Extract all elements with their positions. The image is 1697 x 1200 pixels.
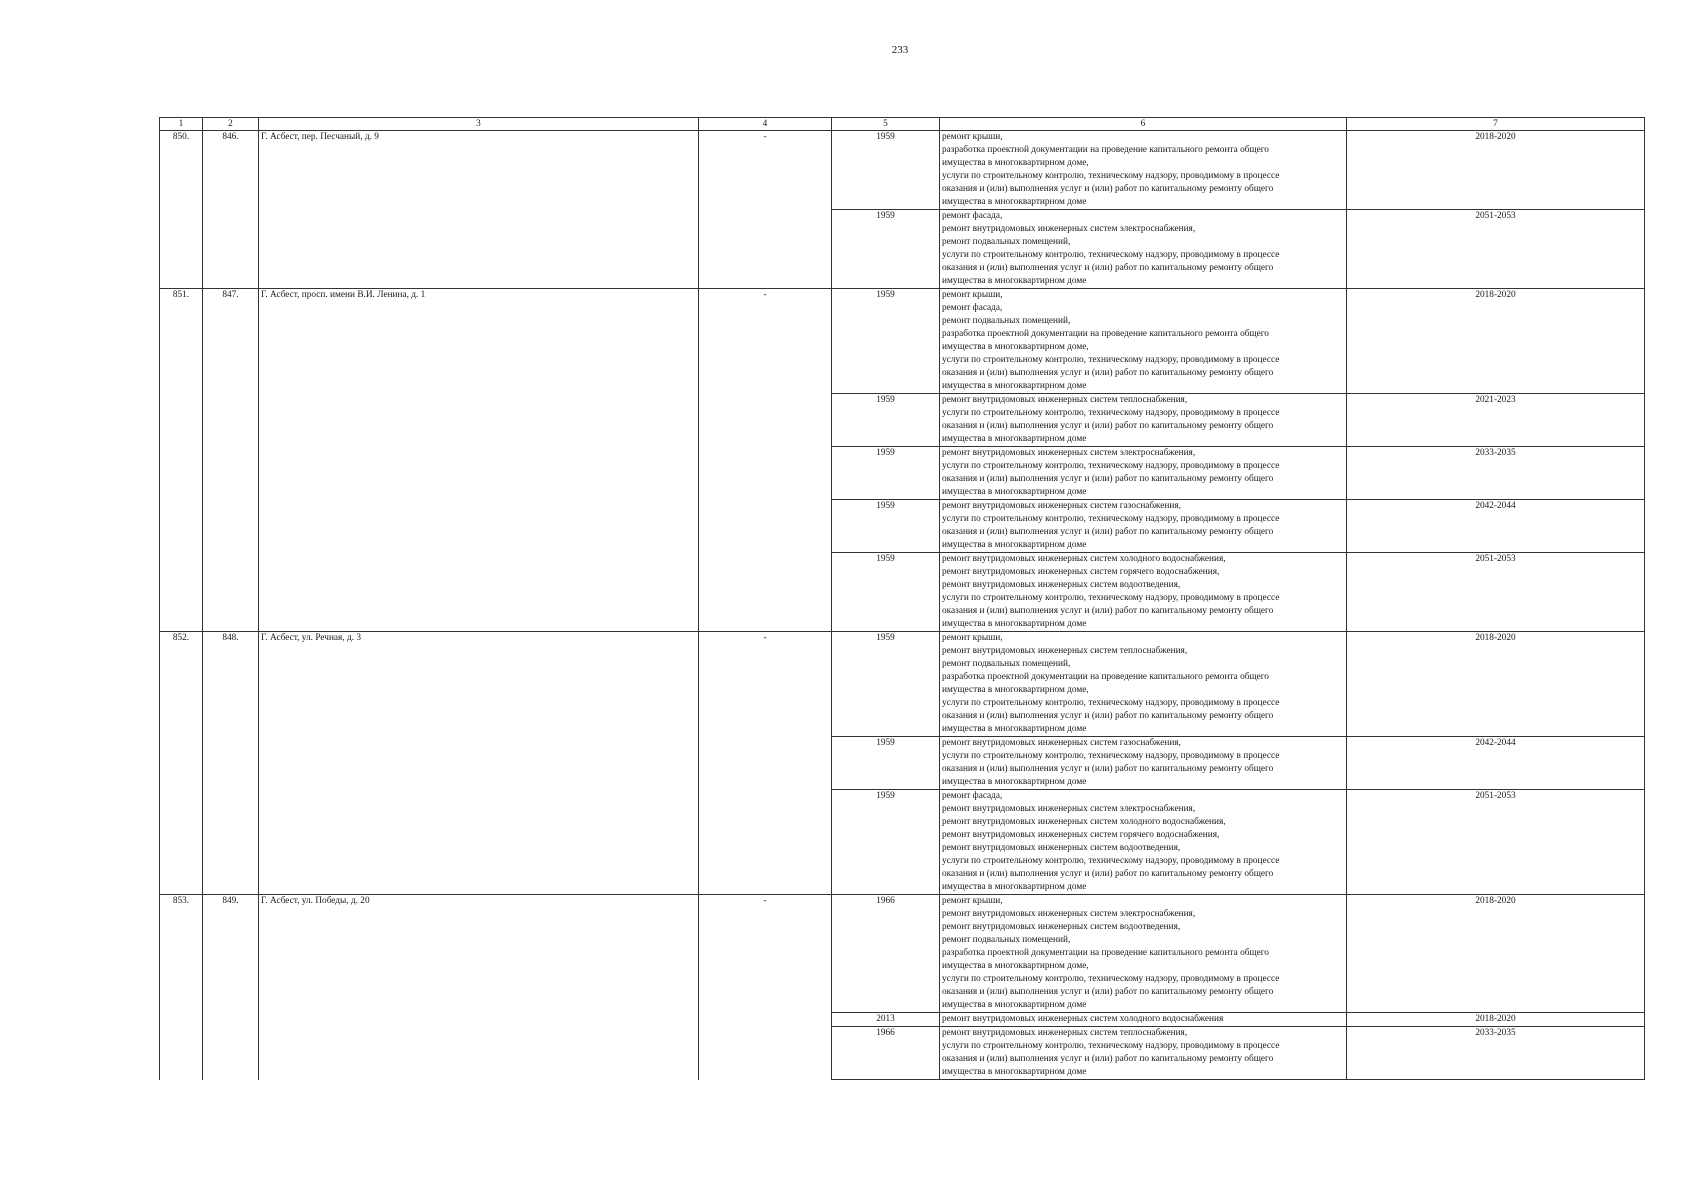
work-line: имущества в многоквартирном доме — [942, 487, 1087, 497]
work-line: ремонт внутридомовых инженерных систем электроснабжения, — [942, 804, 1196, 814]
work-line: ремонт крыши, — [942, 633, 1003, 643]
period-cell: 2051-2053 — [1347, 553, 1645, 632]
period-cell: 2018-2020 — [1347, 632, 1645, 737]
work-line: оказания и (или) выполнения услуг и (или) работ по капитальному ремонту общего — [942, 764, 1274, 774]
period-cell: 2021-2023 — [1347, 394, 1645, 447]
work-line: ремонт внутридомовых инженерных систем газоснабжения, — [942, 738, 1181, 748]
work-line: оказания и (или) выполнения услуг и (или) работ по капитальному ремонту общего — [942, 368, 1274, 378]
work-line: имущества в многоквартирном доме — [942, 619, 1087, 629]
work-line: ремонт внутридомовых инженерных систем теплоснабжения, — [942, 1028, 1188, 1038]
work-line: ремонт крыши, — [942, 290, 1003, 300]
year-cell: 1959 — [832, 632, 940, 737]
address-cell: Г. Асбест, пер. Песчаный, д. 9 — [259, 131, 699, 289]
year-cell: 1959 — [832, 289, 940, 394]
work-line: имущества в многоквартирном доме, — [942, 342, 1089, 352]
header-cell: 7 — [1347, 118, 1645, 131]
year-cell: 1966 — [832, 895, 940, 1013]
year-cell: 1959 — [832, 210, 940, 289]
works-cell — [940, 632, 1347, 737]
work-line: имущества в многоквартирном доме — [942, 1000, 1087, 1010]
work-line: ремонт подвальных помещений, — [942, 935, 1071, 945]
work-line: услуги по строительному контролю, техническому надзору, проводимому в процессе — [942, 593, 1280, 603]
year-cell: 2013 — [832, 1013, 940, 1027]
work-line: услуги по строительному контролю, техническому надзору, проводимому в процессе — [942, 355, 1280, 365]
capital-repair-table — [159, 117, 1645, 1080]
period-cell: 2033-2035 — [1347, 447, 1645, 500]
works-cell — [940, 500, 1347, 553]
header-cell: 1 — [160, 118, 203, 131]
work-line: ремонт крыши, — [942, 896, 1003, 906]
work-line: оказания и (или) выполнения услуг и (или) работ по капитальному ремонту общего — [942, 987, 1274, 997]
header-cell: 2 — [203, 118, 259, 131]
work-line: ремонт внутридомовых инженерных систем холодного водоснабжения, — [942, 817, 1226, 827]
year-cell: 1959 — [832, 553, 940, 632]
page-number: 233 — [891, 44, 909, 56]
work-line: услуги по строительному контролю, техническому надзору, проводимому в процессе — [942, 698, 1280, 708]
table-row — [160, 895, 1645, 1013]
header-row — [160, 118, 1645, 131]
col4-cell: - — [699, 895, 832, 1080]
year-cell: 1959 — [832, 500, 940, 553]
work-line: услуги по строительному контролю, техническому надзору, проводимому в процессе — [942, 250, 1280, 260]
row-number-cell: 851. — [160, 289, 203, 632]
row-number-cell: 852. — [160, 632, 203, 895]
row-number-cell: 853. — [160, 895, 203, 1080]
work-line: разработка проектной документации на проведение капитального ремонта общего — [942, 672, 1269, 682]
work-line: ремонт внутридомовых инженерных систем водоотведения, — [942, 580, 1181, 590]
work-line: имущества в многоквартирном доме — [942, 1067, 1087, 1077]
house-number-cell: 848. — [203, 632, 259, 895]
work-line: ремонт внутридомовых инженерных систем водоотведения, — [942, 922, 1181, 932]
works-cell — [940, 553, 1347, 632]
year-cell: 1959 — [832, 394, 940, 447]
year-cell: 1966 — [832, 1027, 940, 1080]
work-line: разработка проектной документации на проведение капитального ремонта общего — [942, 145, 1269, 155]
work-line: ремонт внутридомовых инженерных систем теплоснабжения, — [942, 646, 1188, 656]
table-body — [160, 118, 1645, 1080]
col4-cell: - — [699, 632, 832, 895]
work-line: услуги по строительному контролю, техническому надзору, проводимому в процессе — [942, 1041, 1280, 1051]
col4-cell: - — [699, 131, 832, 289]
work-line: имущества в многоквартирном доме — [942, 882, 1087, 892]
work-line: ремонт внутридомовых инженерных систем горячего водоснабжения, — [942, 567, 1220, 577]
works-cell — [940, 790, 1347, 895]
header-cell: 5 — [832, 118, 940, 131]
work-line: услуги по строительному контролю, техническому надзору, проводимому в процессе — [942, 514, 1280, 524]
work-line: имущества в многоквартирном доме — [942, 381, 1087, 391]
table-row — [160, 632, 1645, 737]
work-line: услуги по строительному контролю, техническому надзору, проводимому в процессе — [942, 974, 1280, 984]
work-line: ремонт внутридомовых инженерных систем холодного водоснабжения, — [942, 554, 1226, 564]
period-cell: 2018-2020 — [1347, 1013, 1645, 1027]
works-cell — [940, 210, 1347, 289]
works-cell — [940, 737, 1347, 790]
work-line: имущества в многоквартирном доме — [942, 276, 1087, 286]
work-line: разработка проектной документации на проведение капитального ремонта общего — [942, 329, 1269, 339]
work-line: оказания и (или) выполнения услуг и (или) работ по капитальному ремонту общего — [942, 606, 1274, 616]
works-cell — [940, 394, 1347, 447]
address-cell: Г. Асбест, ул. Речная, д. 3 — [259, 632, 699, 895]
works-cell — [940, 895, 1347, 1013]
work-line: услуги по строительному контролю, техническому надзору, проводимому в процессе — [942, 751, 1280, 761]
work-line: оказания и (или) выполнения услуг и (или) работ по капитальному ремонту общего — [942, 869, 1274, 879]
work-line: оказания и (или) выполнения услуг и (или) работ по капитальному ремонту общего — [942, 263, 1274, 273]
work-line: ремонт внутридомовых инженерных систем газоснабжения, — [942, 501, 1181, 511]
period-cell: 2018-2020 — [1347, 895, 1645, 1013]
house-number-cell: 847. — [203, 289, 259, 632]
header-cell: 6 — [940, 118, 1347, 131]
work-line: имущества в многоквартирном доме — [942, 724, 1087, 734]
works-cell — [940, 1027, 1347, 1080]
period-cell: 2051-2053 — [1347, 210, 1645, 289]
year-cell: 1959 — [832, 737, 940, 790]
work-line: ремонт внутридомовых инженерных систем холодного водоснабжения — [942, 1014, 1224, 1024]
work-line: имущества в многоквартирном доме — [942, 434, 1087, 444]
period-cell: 2042-2044 — [1347, 500, 1645, 553]
works-cell — [940, 1013, 1347, 1027]
work-line: оказания и (или) выполнения услуг и (или) работ по капитальному ремонту общего — [942, 1054, 1274, 1064]
work-line: оказания и (или) выполнения услуг и (или) работ по капитальному ремонту общего — [942, 527, 1274, 537]
col4-cell: - — [699, 289, 832, 632]
period-cell: 2018-2020 — [1347, 131, 1645, 210]
year-cell: 1959 — [832, 790, 940, 895]
work-line: ремонт внутридомовых инженерных систем электроснабжения, — [942, 909, 1196, 919]
work-line: оказания и (или) выполнения услуг и (или) работ по капитальному ремонту общего — [942, 474, 1274, 484]
work-line: имущества в многоквартирном доме — [942, 777, 1087, 787]
period-cell: 2051-2053 — [1347, 790, 1645, 895]
work-line: имущества в многоквартирном доме, — [942, 961, 1089, 971]
work-line: оказания и (или) выполнения услуг и (или) работ по капитальному ремонту общего — [942, 421, 1274, 431]
work-line: ремонт подвальных помещений, — [942, 237, 1071, 247]
work-line: услуги по строительному контролю, техническому надзору, проводимому в процессе — [942, 171, 1280, 181]
work-line: имущества в многоквартирном доме — [942, 540, 1087, 550]
work-line: ремонт внутридомовых инженерных систем электроснабжения, — [942, 224, 1196, 234]
work-line: ремонт крыши, — [942, 132, 1003, 142]
work-line: услуги по строительному контролю, техническому надзору, проводимому в процессе — [942, 461, 1280, 471]
work-line: ремонт фасада, — [942, 303, 1003, 313]
work-line: имущества в многоквартирном доме — [942, 197, 1087, 207]
work-line: ремонт фасада, — [942, 791, 1003, 801]
work-line: ремонт внутридомовых инженерных систем горячего водоснабжения, — [942, 830, 1220, 840]
work-line: ремонт подвальных помещений, — [942, 659, 1071, 669]
work-line: ремонт подвальных помещений, — [942, 316, 1071, 326]
work-line: ремонт внутридомовых инженерных систем электроснабжения, — [942, 448, 1196, 458]
header-cell: 3 — [259, 118, 699, 131]
header-cell: 4 — [699, 118, 832, 131]
work-line: оказания и (или) выполнения услуг и (или) работ по капитальному ремонту общего — [942, 711, 1274, 721]
work-line: имущества в многоквартирном доме, — [942, 158, 1089, 168]
work-line: услуги по строительному контролю, техническому надзору, проводимому в процессе — [942, 856, 1280, 866]
table-row — [160, 131, 1645, 210]
table-row — [160, 289, 1645, 394]
work-line: имущества в многоквартирном доме, — [942, 685, 1089, 695]
work-line: ремонт внутридомовых инженерных систем водоотведения, — [942, 843, 1181, 853]
works-cell — [940, 131, 1347, 210]
house-number-cell: 849. — [203, 895, 259, 1080]
address-cell: Г. Асбест, просп. имени В.И. Ленина, д. 1 — [259, 289, 699, 632]
work-line: ремонт фасада, — [942, 211, 1003, 221]
year-cell: 1959 — [832, 447, 940, 500]
period-cell: 2033-2035 — [1347, 1027, 1645, 1080]
work-line: ремонт внутридомовых инженерных систем теплоснабжения, — [942, 395, 1188, 405]
work-line: оказания и (или) выполнения услуг и (или) работ по капитальному ремонту общего — [942, 184, 1274, 194]
works-cell — [940, 447, 1347, 500]
address-cell: Г. Асбест, ул. Победы, д. 20 — [259, 895, 699, 1080]
work-line: услуги по строительному контролю, техническому надзору, проводимому в процессе — [942, 408, 1280, 418]
work-line: разработка проектной документации на проведение капитального ремонта общего — [942, 948, 1269, 958]
works-cell — [940, 289, 1347, 394]
period-cell: 2042-2044 — [1347, 737, 1645, 790]
row-number-cell: 850. — [160, 131, 203, 289]
period-cell: 2018-2020 — [1347, 289, 1645, 394]
house-number-cell: 846. — [203, 131, 259, 289]
year-cell: 1959 — [832, 131, 940, 210]
